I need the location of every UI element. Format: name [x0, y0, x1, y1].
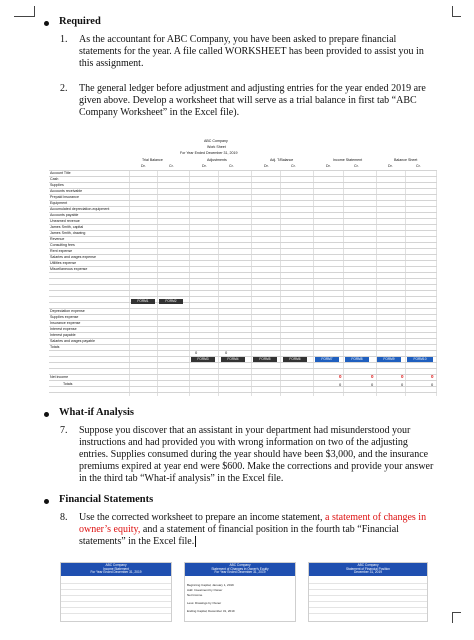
ws-account-row: Accumulated depreciation-equipment: [50, 207, 110, 211]
ws-dr-2: Dr.: [202, 164, 207, 168]
ws-account-row: Supplies: [50, 183, 64, 187]
form3-button[interactable]: FORM3: [191, 357, 215, 362]
ws-totals: Totals: [63, 382, 73, 386]
ws-account-row: Utilities expense: [50, 261, 77, 265]
financial-heading: Financial Statements: [59, 494, 154, 505]
equity-line: Ending Capital, December 31, 2019: [187, 609, 235, 613]
crop-mark-bottom: [452, 612, 461, 623]
ws-cr-4: Cr.: [354, 164, 359, 168]
bullet-financial: [44, 499, 49, 504]
ws-group-income: Income Statement: [333, 158, 363, 162]
form1-button[interactable]: FORM1: [131, 299, 155, 304]
ws-total-value: 0: [339, 382, 342, 387]
position-header-company: ABC Company: [357, 563, 379, 567]
item7-text: Suppose you discover that an assistant in your department had misunderstood your instructions and had provided you with wrong information on two of the adjusting entries. Supplies consumed during the year should have been $3,000, and the insurance premiums expired at year end were $600. Make the corrections and provide your answer in the third tab “What-if analysis” in the Excel file.: [79, 425, 434, 484]
bullet-whatif: [44, 412, 49, 417]
item2-text: The general ledger before adjustment and adjusting entries for the year ended 2019 are given above. Develop a worksheet that will serve as a trial balance in first tab “ABC Company Worksheet” in the Excel file).: [79, 83, 426, 118]
form5-button[interactable]: FORM5: [253, 357, 277, 362]
ws-total-value: 0: [401, 382, 404, 387]
item7-number: 7.: [60, 425, 68, 436]
ws-group-balance: Balance Sheet: [394, 158, 418, 162]
item8-text-pre: Use the corrected worksheet to prepare an income statement,: [79, 512, 326, 523]
worksheet-image: [49, 134, 437, 396]
ws-dr-4: Dr.: [326, 164, 331, 168]
income-statement-thumb: [60, 562, 172, 622]
ws-adj-account-row: Totals: [50, 345, 60, 349]
ws-account-row: James Smith, drawing: [50, 231, 86, 235]
ws-adj-account-row: Interest expense: [50, 327, 77, 331]
ws-account-row: Unearned revenue: [50, 219, 80, 223]
ws-group-adjustments: Adjustments: [207, 158, 227, 162]
form10-button[interactable]: FORM10: [407, 357, 433, 362]
form6-button[interactable]: FORM6: [283, 357, 307, 362]
ws-adj-account-row: Interest payable: [50, 333, 76, 337]
ws-account-row: James Smith, capital: [50, 225, 84, 229]
whatif-heading: What-if Analysis: [59, 407, 134, 418]
equity-line: Add: Investment by Owner: [187, 588, 223, 592]
position-header-date: December 31, 2019: [354, 570, 382, 575]
financial-position-thumb: [308, 562, 428, 622]
ws-cr-5: Cr.: [416, 164, 421, 168]
ws-ni-value: 0: [431, 374, 434, 379]
item8-text-red: a statement of changes in owner’s equity,: [79, 512, 427, 535]
ws-dr-1: Dr.: [141, 164, 146, 168]
form7-button[interactable]: FORM7: [315, 357, 339, 362]
equity-header-company: ABC Company: [229, 563, 251, 567]
ws-account-row: Equipment: [50, 201, 68, 205]
income-header-period: For Year Ended December 31, 2019: [90, 570, 142, 575]
ws-ni-value: 0: [371, 374, 374, 379]
ws-account-row: Revenue: [50, 237, 65, 241]
crop-mark-right: [452, 6, 461, 17]
ws-ni-value: 0: [401, 374, 404, 379]
item8-number: 8.: [60, 512, 68, 523]
ws-net-income: Net income: [50, 375, 69, 379]
ws-adj-account-row: Supplies expense: [50, 315, 79, 319]
item2-number: 2.: [60, 83, 68, 94]
ws-adj-account-row: Depreciation expense: [50, 309, 85, 313]
ws-total-value: 0: [371, 382, 374, 387]
ws-adj-account-row: Insurance expense: [50, 321, 81, 325]
ws-account-row: Accounts payable: [50, 213, 79, 217]
ws-ni-value: 0: [339, 374, 342, 379]
form4-button[interactable]: FORM4: [221, 357, 245, 362]
ws-account-row: Consulting fees: [50, 243, 75, 247]
required-heading: Required: [59, 16, 101, 27]
position-header-title: Statement of Financial Position: [346, 566, 390, 571]
ws-cr-2: Cr.: [229, 164, 234, 168]
item1-text: As the accountant for ABC Company, you have been asked to prepare financial statements for the year. A file called WORKSHEET has been provided to assist you in this assignment.: [79, 34, 424, 69]
equity-line: Beginning Capital, January 1, 2019: [187, 583, 234, 587]
ws-total-value: 0: [431, 382, 434, 387]
ws-adj-account-row: Salaries and wages payable: [50, 339, 95, 343]
equity-line: Net Income: [187, 593, 203, 597]
ws-dr-5: Dr.: [388, 164, 393, 168]
ws-group-adj-tb: Adj. T/Balance: [270, 158, 294, 162]
income-header-title: Income Statement: [103, 566, 129, 571]
ws-zero-b: 0: [225, 350, 228, 355]
ws-account-row: Accounts receivable: [50, 189, 83, 193]
text-cursor: [195, 536, 196, 547]
ws-account-row: Prepaid insurance: [50, 195, 79, 199]
form8-button[interactable]: FORM8: [345, 357, 369, 362]
equity-line: Less: Drawings by Owner: [187, 601, 222, 605]
item8-text-post: and a statement of financial position in the fourth tab “Financial statements” in the Excel file.: [79, 524, 399, 547]
equity-header-title: Statement of Changes in Owner's Equity: [211, 566, 269, 571]
form2-button[interactable]: FORM2: [159, 299, 183, 304]
ws-account-row: Cash: [50, 177, 59, 181]
ws-group-trial-balance: Trial Balance: [142, 158, 163, 162]
crop-mark-left: [14, 6, 35, 17]
income-header-company: ABC Company: [105, 563, 127, 567]
ws-title-sheet: Work Sheet: [207, 145, 226, 149]
ws-cr-3: Cr.: [291, 164, 296, 168]
ws-cr-1: Cr.: [169, 164, 174, 168]
ws-title-period: For Year Ended December 31, 2019: [180, 151, 238, 155]
ws-account-row: Salaries and wages expense: [50, 255, 96, 259]
equity-header-period: For Year Ended December 31, 2019: [214, 570, 266, 575]
bullet-required: [44, 21, 49, 26]
item1-number: 1.: [60, 34, 68, 45]
ws-account-row: Rent expense: [50, 249, 73, 253]
ws-account-title: Account Title: [50, 171, 71, 175]
owners-equity-thumb: [184, 562, 296, 622]
item8-text: [79, 512, 439, 548]
ws-account-row: Miscellaneous expense: [50, 267, 88, 271]
ws-dr-3: Dr.: [264, 164, 269, 168]
ws-title-company: ABC Company: [204, 139, 228, 143]
ws-zero-a: 0: [195, 350, 198, 355]
form9-button[interactable]: FORM9: [377, 357, 401, 362]
